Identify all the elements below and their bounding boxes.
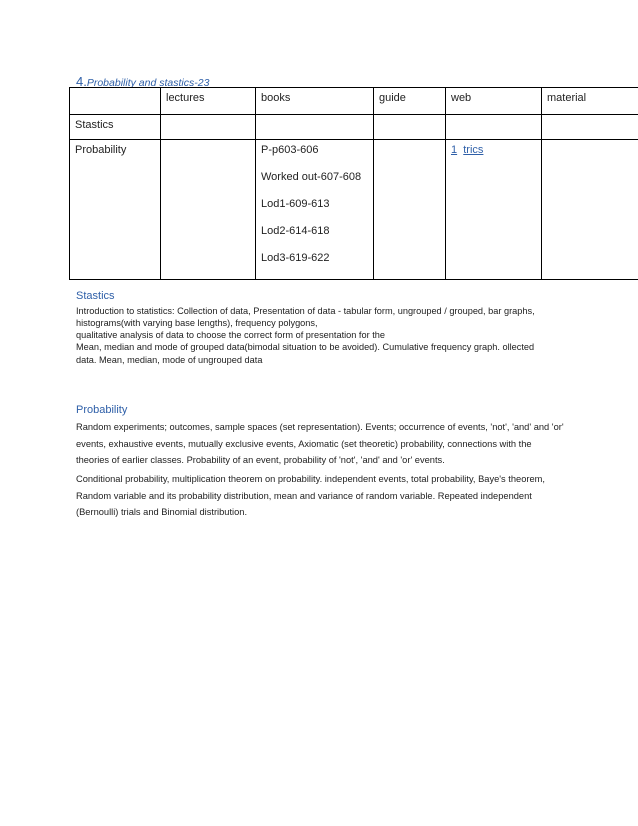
book-reference: Worked out-607-608 [261, 171, 362, 183]
book-reference: P-p603-606 [261, 144, 319, 156]
row-label-stastics: Stastics [70, 115, 161, 140]
table-header-row [70, 88, 638, 115]
section-number: 4. [76, 74, 87, 89]
header-cell-guide: guide [374, 88, 446, 115]
header-cell-lectures: lectures [161, 88, 256, 115]
table-row [70, 115, 638, 140]
stastics-line: Mean, median and mode of grouped data(bimodal situation to be avoided). Cumulative frequency graph. ollected [76, 342, 535, 352]
stastics-line: Introduction to statistics: Collection of data, Presentation of data - tabular form, ungrouped / grouped, bar graphs, [76, 306, 535, 316]
book-reference: Lod1-609-613 [261, 198, 330, 210]
books-cell [256, 140, 374, 280]
section-title: Probability and stastics-23 [86, 77, 210, 89]
stastics-title: Stastics [76, 290, 115, 302]
probability-paragraph-1: Random experiments; outcomes, sample spaces (set representation). Events; occurrence of events, 'not', 'and' and 'or' events, exhaustive events, mutually exclusive events, Axiomatic (set theoretic) probability, connections with the theories of earlier classes. Probability of an event, probability of 'not', 'and' and 'or' events. [76, 422, 564, 465]
stastics-line: histograms(with varying base lengths), frequency polygons, [76, 318, 318, 328]
table-cell [446, 115, 542, 140]
header-cell-books: books [256, 88, 374, 115]
book-reference: Lod3-619-622 [261, 252, 330, 264]
table-row [70, 140, 638, 280]
resource-table [69, 87, 638, 280]
web-cell [446, 140, 542, 280]
table-cell [374, 140, 446, 280]
book-reference: Lod2-614-618 [261, 225, 330, 237]
web-link-number[interactable]: 1 [451, 144, 458, 156]
stastics-line: data. Mean, median, mode of ungrouped data [76, 355, 263, 365]
probability-paragraph-2: Conditional probability, multiplication theorem on probability. independent events, total probability, Baye's theorem, Random variable and its probability distribution, mean and variance of random variable. Repeated independent (Bernoulli) trials and Binomial distribution. [76, 474, 545, 517]
stastics-line: qualitative analysis of data to choose the correct form of presentation for the [76, 330, 385, 340]
table-cell [161, 140, 256, 280]
row-label-probability: Probability [70, 140, 161, 280]
table-cell [256, 115, 374, 140]
web-link[interactable]: trics [463, 144, 484, 156]
header-cell-material: material [542, 88, 638, 115]
header-cell-empty [70, 88, 161, 115]
probability-title: Probability [76, 404, 128, 416]
table-cell [542, 115, 638, 140]
header-cell-web: web [446, 88, 542, 115]
table-cell [542, 140, 638, 280]
table-cell [374, 115, 446, 140]
table-cell [161, 115, 256, 140]
